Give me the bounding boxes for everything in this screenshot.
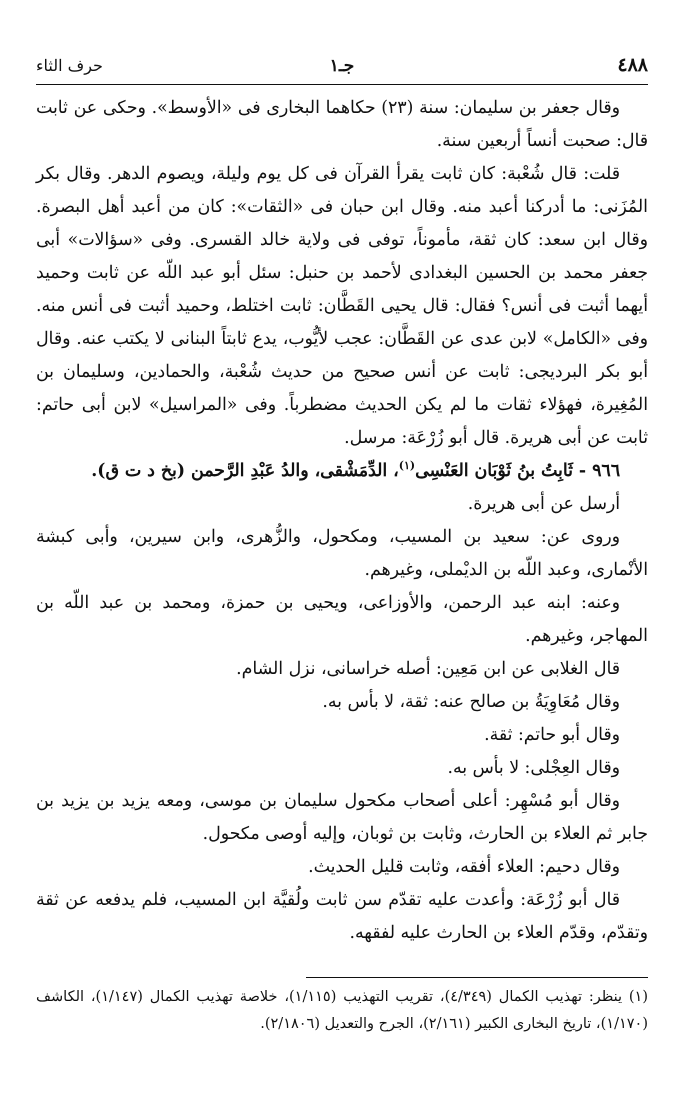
entry-heading: ٩٦٦ - ثَابِتُ بنُ ثَوْبَان العَنْسِى$^{(١)}$، الدِّمَشْقى، والدُ عَبْدِ الرَّحمن (بخ د ت ق). [91,459,620,481]
page-header [36,50,648,86]
paragraph: وقال أبو حاتم: ثقة. [484,725,620,745]
paragraph: قال الغلابى عن ابن مَعِين: أصله خراسانى، نزل الشام. [236,659,620,679]
paragraph: وعنه: ابنه عبد الرحمن، والأوزاعى، ويحيى بن حمزة، ومحمد بن عبد اللّه بن المهاجر، وغيرهم. [36,593,648,646]
entry-name: ثَابِتُ بنُ ثَوْبَان العَنْسِى [415,461,573,481]
paragraph: قلت: قال شُعْبة: كان ثابت يقرأ القرآن فى كل يوم وليلة، ويصوم الدهر. وقال بكر المُزَنى: ما أدركنا أعبد منه. وقال ابن حبان فى «الثقات»: كان من أعبد أهل البصرة. وقال ابن سعد: كان ثقة، مأموناً، توفى فى ولاية خالد القسرى. وفى «سؤالات» أبى جعفر محمد بن الحسين البغدادى لأحمد بن حنبل: سئل أبو عبد اللّه عن ثابت وحميد أيهما أثبت فى أنس؟ فقال: قال يحيى القَطَّان: ثابت اختلط، وحميد أثبت فى أنس منه. وفى «الكامل» لابن عدى عن القَطَّان: عجب لأيُّوب، يدع ثابتاً البنانى لا يكتب عنه. وقال أبو بكر البرديجى: ثابت عن أنس صحيح من حديث شُعْبة، والحمادين، وسليمان بن المُغِيرة، فهؤلاء ثقات ما لم يكن الحديث مضطرباً. وفى «المراسيل» لابن أبى حاتم: ثابت عن أبى هريرة. قال أبو زُرْعَة: مرسل. [36,164,648,448]
footnote-divider [306,977,648,978]
section-title: حرف الثاء [36,56,103,75]
header-divider [36,84,648,85]
page-number: ٤٨٨ [617,54,648,76]
main-text [36,92,648,950]
paragraph: وقال العِجْلى: لا بأس به. [447,758,620,778]
entry-number: ٩٦٦ [592,461,620,481]
volume-number: جـ١ [329,56,355,76]
paragraph: وقال جعفر بن سليمان: سنة (٢٣) حكاهما البخارى فى «الأوسط». وحكى عن ثابت قال: صحبت أنساً أربعين سنة. [36,98,648,151]
paragraph: وقال أبو مُسْهِر: أعلى أصحاب مكحول سليمان بن موسى، ومعه يزيد بن يزيد بن جابر ثم العلاء بن الحارث، وثابت بن ثوبان، وإليه أوصى مكحول. [36,791,648,844]
paragraph: قال أبو زُرْعَة: وأعدت عليه تقدّم سن ثابت ولُقيَّة ابن المسيب، فلم يدفعه عن ثقة وتقدّم، وقدّم العلاء بن الحارث عليه لفقهه. [36,890,648,943]
paragraph: وقال مُعَاوِيَةُ بن صالح عنه: ثقة، لا بأس به. [322,692,620,712]
paragraph: وروى عن: سعيد بن المسيب، ومكحول، والزُّهرى، وابن سيرين، وأبى كبشة الأنْمارى، وعبد اللّه بن الديْملى، وغيرهم. [36,527,648,580]
footnote: (١) ينظر: تهذيب الكمال (٤/٣٤٩)، تقريب التهذيب (١/١١٥)، خلاصة تهذيب الكمال (١/١٤٧)، الكاشف (١/١٧٠)، تاريخ البخارى الكبير (٢/١٦١)، الجرح والتعديل (٢/١٨٠٦). [36,989,648,1032]
paragraph: أرسل عن أبى هريرة. [467,494,620,514]
footnote-ref: (١) [398,459,416,473]
paragraph: وقال دحيم: العلاء أفقه، وثابت قليل الحديث. [308,857,620,877]
entry-details: ، الدِّمَشْقى، والدُ عَبْدِ الرَّحمن (بخ د ت ق). [91,461,399,481]
